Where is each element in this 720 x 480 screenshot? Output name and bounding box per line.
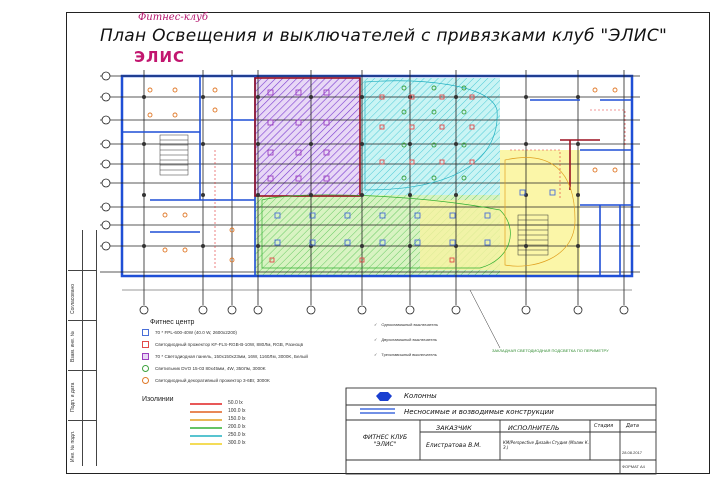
perimeter-led-note: ЗАКЛАДНАЯ СВЕТОДИОДНАЯ ПОДСВЕТКА ПО ПЕРИМЕТРУ — [492, 348, 609, 353]
isoline-50: 50.0 lx — [228, 400, 243, 406]
switch-icon: ✓ — [374, 337, 378, 342]
column-symbol — [376, 392, 392, 401]
legend-item-dvo — [142, 365, 266, 372]
zone-yellow-2 — [420, 200, 510, 270]
legend-item-label: Светодиодный декоративный прожектор 3-6Вт, 3000K — [155, 378, 270, 383]
format-label: ФОРМАТ А4 — [622, 464, 645, 469]
legend-header: Фитнес центр — [150, 319, 195, 326]
led-panel-symbol-icon — [142, 353, 149, 360]
client-name: ФИТНЕС КЛУБ "ЭЛИС" — [362, 434, 408, 448]
executor-label: ИСПОЛНИТЕЛЬ — [508, 424, 560, 432]
legend-item-label: 70 * FPL-600-40W (40.0 W, 2600x2200) — [155, 330, 237, 335]
legend-item-label: Светодиодный прожектор KF-FLS-RGB-B-10W, 880Лм, RGB, Разноцв — [155, 342, 304, 347]
stage-label: Стадия — [594, 423, 614, 429]
legend-item-panel — [142, 329, 237, 336]
switch-label: Двухклавишный выключатель — [381, 337, 438, 342]
switch-icon: ✓ — [374, 352, 378, 357]
switch-icon: ✓ — [374, 322, 378, 327]
switch-double — [374, 337, 437, 342]
customer-value: Елистратова В.М. — [426, 442, 482, 449]
date-value: 28.08.2017 — [622, 450, 643, 455]
side-label-agreed: Согласовано — [70, 283, 76, 314]
isoline-300: 300.0 lx — [228, 440, 246, 446]
rgb-spot-symbol-icon — [142, 341, 149, 348]
switch-triple — [374, 352, 437, 357]
switch-label: Трехклавишный выключатель — [381, 352, 437, 357]
switch-single — [374, 322, 438, 327]
executor-value: КМ/Perspective Дизайн Студия (Малик К. З.) — [503, 440, 589, 450]
side-label-replace: Взам. инв. № — [70, 331, 76, 362]
dvo-symbol-icon — [142, 365, 149, 372]
zone-cyan-hatch — [360, 78, 500, 198]
page-title: План Освещения и выключателей с привязками клуб "ЭЛИС" — [100, 26, 668, 46]
legend-item-decor — [142, 377, 270, 384]
zone-purple-hatch — [255, 78, 360, 196]
zone-yellow — [500, 150, 580, 275]
logo-name: ЭЛИС — [134, 48, 186, 66]
date-label: Дата — [626, 423, 639, 429]
columns-label: Колонны — [404, 392, 437, 400]
legend-item-rgb — [142, 341, 303, 348]
isoline-100: 100.0 lx — [228, 408, 246, 414]
isoline-250: 250.0 lx — [228, 432, 246, 438]
side-label-inventory: Инв. № подл. — [70, 430, 76, 462]
legend-item-led-panel — [142, 353, 308, 360]
legend-item-label: 70 * Светодиодная панель, 150x150x23мм, 16W, 1160Лм, 3000K, Белый — [155, 354, 308, 359]
decor-spot-symbol-icon — [142, 377, 149, 384]
walls-label: Несносимые и возводимые конструкции — [404, 408, 554, 416]
legend-item-label: Светильник DVO 15-03 80x45мм, 4W, 350Лм, 3000K — [155, 366, 266, 371]
panel-symbol-icon — [142, 329, 149, 336]
isoline-200: 200.0 lx — [228, 424, 246, 430]
side-label-sign: Подп. и дата — [70, 382, 76, 412]
logo-script: Фитнес-клуб — [138, 12, 208, 23]
isolines-header: Изолинии — [142, 396, 174, 403]
switch-label: Одноклавишный выключатель — [381, 322, 439, 327]
isoline-150: 150.0 lx — [228, 416, 246, 422]
customer-label: ЗАКАЗЧИК — [436, 424, 472, 432]
